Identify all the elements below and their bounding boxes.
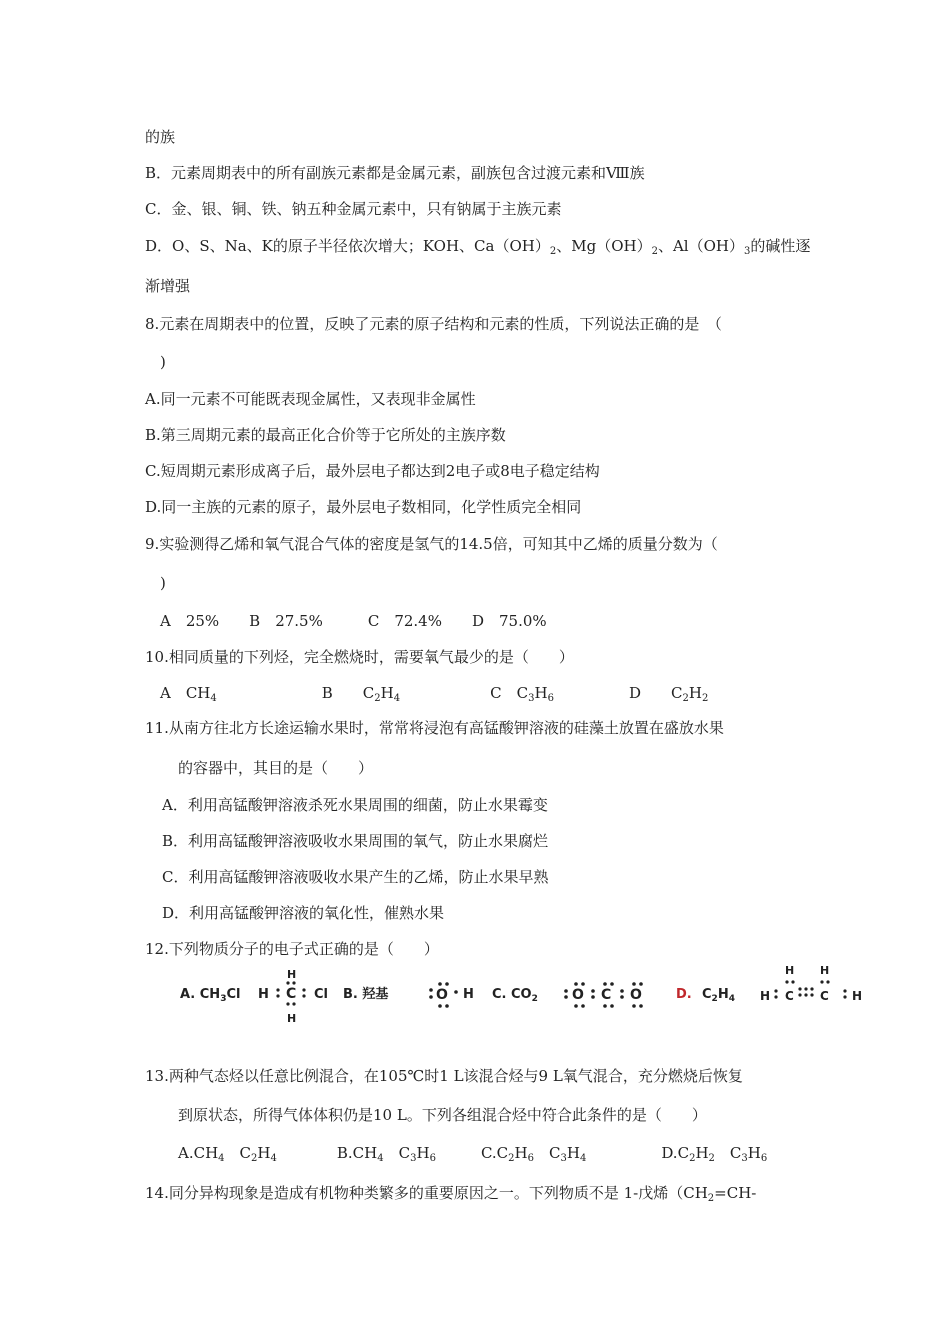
q12-d-carbon-left: C (785, 989, 794, 1003)
q12-d-h-top-right: H (820, 964, 830, 977)
q12-option-d-label: D. (676, 987, 692, 1002)
q12-c-oxygen-left: O (572, 987, 584, 1003)
text-line-23: 12.下列物质分子的电子式正确的是（ ） (145, 940, 439, 958)
q12-option-d-formula: $C_2H_4$ (702, 987, 735, 1004)
text-line-5: 渐增强 (145, 277, 191, 295)
q12-d-carbon-right: C (820, 989, 829, 1003)
text-line-12: 9.实验测得乙烯和氧气混合气体的密度是氢气的14.5倍，可知其中乙烯的质量分数为（ (145, 535, 718, 553)
text-line-11: D.同一主族的元素的原子，最外层电子数相同，化学性质完全相同 (145, 498, 582, 516)
text-line-16: A $CH_4$ B $C_2H_4$ C $C_3H_6$ D $C_2H_2$ (145, 684, 709, 704)
text-line-14: A 25% B 27.5% C 72.4% D 75.0% (145, 612, 547, 630)
text-line-13: ) (145, 574, 166, 592)
text-line-15: 10.相同质量的下列烃，完全燃烧时，需要氧气最少的是（ ） (145, 648, 574, 666)
text-line-21: C．利用高锰酸钾溶液吸收水果产生的乙烯，防止水果早熟 (162, 868, 549, 886)
text-line-1: 的族 (145, 128, 176, 146)
text-line-17: 11.从南方往北方长途运输水果时，常常将浸泡有高锰酸钾溶液的硅藻土放置在盛放水果 (145, 719, 724, 737)
q12-option-a-label: A. $CH_3Cl$ (180, 987, 241, 1004)
q12-option-c-label: C. $CO_2$ (492, 987, 538, 1004)
q12-d-h-left: H (760, 989, 771, 1003)
q12-b-oxygen: O (436, 987, 448, 1003)
text-line-25: 到原状态，所得气体体积仍是10 L。下列各组混合烃中符合此条件的是（ ） (178, 1106, 707, 1124)
q12-electron-formulas (180, 960, 870, 1030)
text-line-24: 13.两种气态烃以任意比例混合，在105℃时1 L该混合烃与9 L氧气混合，充分燃烧后恢复 (145, 1067, 743, 1085)
text-line-27: 14.同分异构现象是造成有机物种类繁多的重要原因之一。下列物质不是 1-戊烯（$CH_2=CH-$ (145, 1184, 757, 1204)
text-line-2: B．元素周期表中的所有副族元素都是金属元素，副族包含过渡元素和Ⅷ族 (145, 164, 645, 182)
text-line-22: D．利用高锰酸钾溶液的氧化性，催熟水果 (162, 904, 445, 922)
q12-d-h-top-left: H (785, 964, 795, 977)
q12-option-b-label: B. 羟基 (343, 987, 389, 1002)
text-line-10: C.短周期元素形成离子后，最外层电子都达到2电子或8电子稳定结构 (145, 462, 600, 480)
q12-a-chlorine: Cl (314, 987, 328, 1002)
q12-a-h-left: H (258, 987, 269, 1002)
q12-c-carbon: C (601, 987, 612, 1003)
q12-a-h-bottom: H (287, 1012, 297, 1025)
text-line-3: C．金、银、铜、铁、钠五种金属元素中，只有钠属于主族元素 (145, 200, 562, 218)
q12-c-oxygen-right: O (630, 987, 642, 1003)
text-line-8: A.同一元素不可能既表现金属性，又表现非金属性 (145, 390, 476, 408)
text-line-18: 的容器中，其目的是（ ） (178, 759, 374, 777)
q12-a-carbon: C (286, 986, 297, 1002)
text-line-19: A．利用高锰酸钾溶液杀死水果周围的细菌，防止水果霉变 (162, 796, 548, 814)
text-line-6: 8.元素在周期表中的位置，反映了元素的原子结构和元素的性质，下列说法正确的是 （ (145, 315, 722, 333)
text-line-7: ) (145, 353, 166, 371)
text-line-4: D．O、S、Na、K的原子半径依次增大；KOH、$Ca(OH)_2$、$Mg(OH)_2$、$Al(OH)_3$的碱性逐 (145, 237, 811, 257)
text-line-26: $A.CH_4$ $C_2H_4$ $B.CH_4$ $C_3H_6$ $C.C_2H_6$ $C_3H_4$ $D.C_2H_2$ $C_3H_6$ (178, 1144, 768, 1164)
q12-a-h-top: H (287, 968, 297, 981)
text-line-9: B.第三周期元素的最高正化合价等于它所处的主族序数 (145, 426, 506, 444)
q12-d-h-right: H (852, 989, 863, 1003)
q12-b-hydrogen: H (463, 987, 474, 1002)
text-line-20: B．利用高锰酸钾溶液吸收水果周围的氧气，防止水果腐烂 (162, 832, 549, 850)
